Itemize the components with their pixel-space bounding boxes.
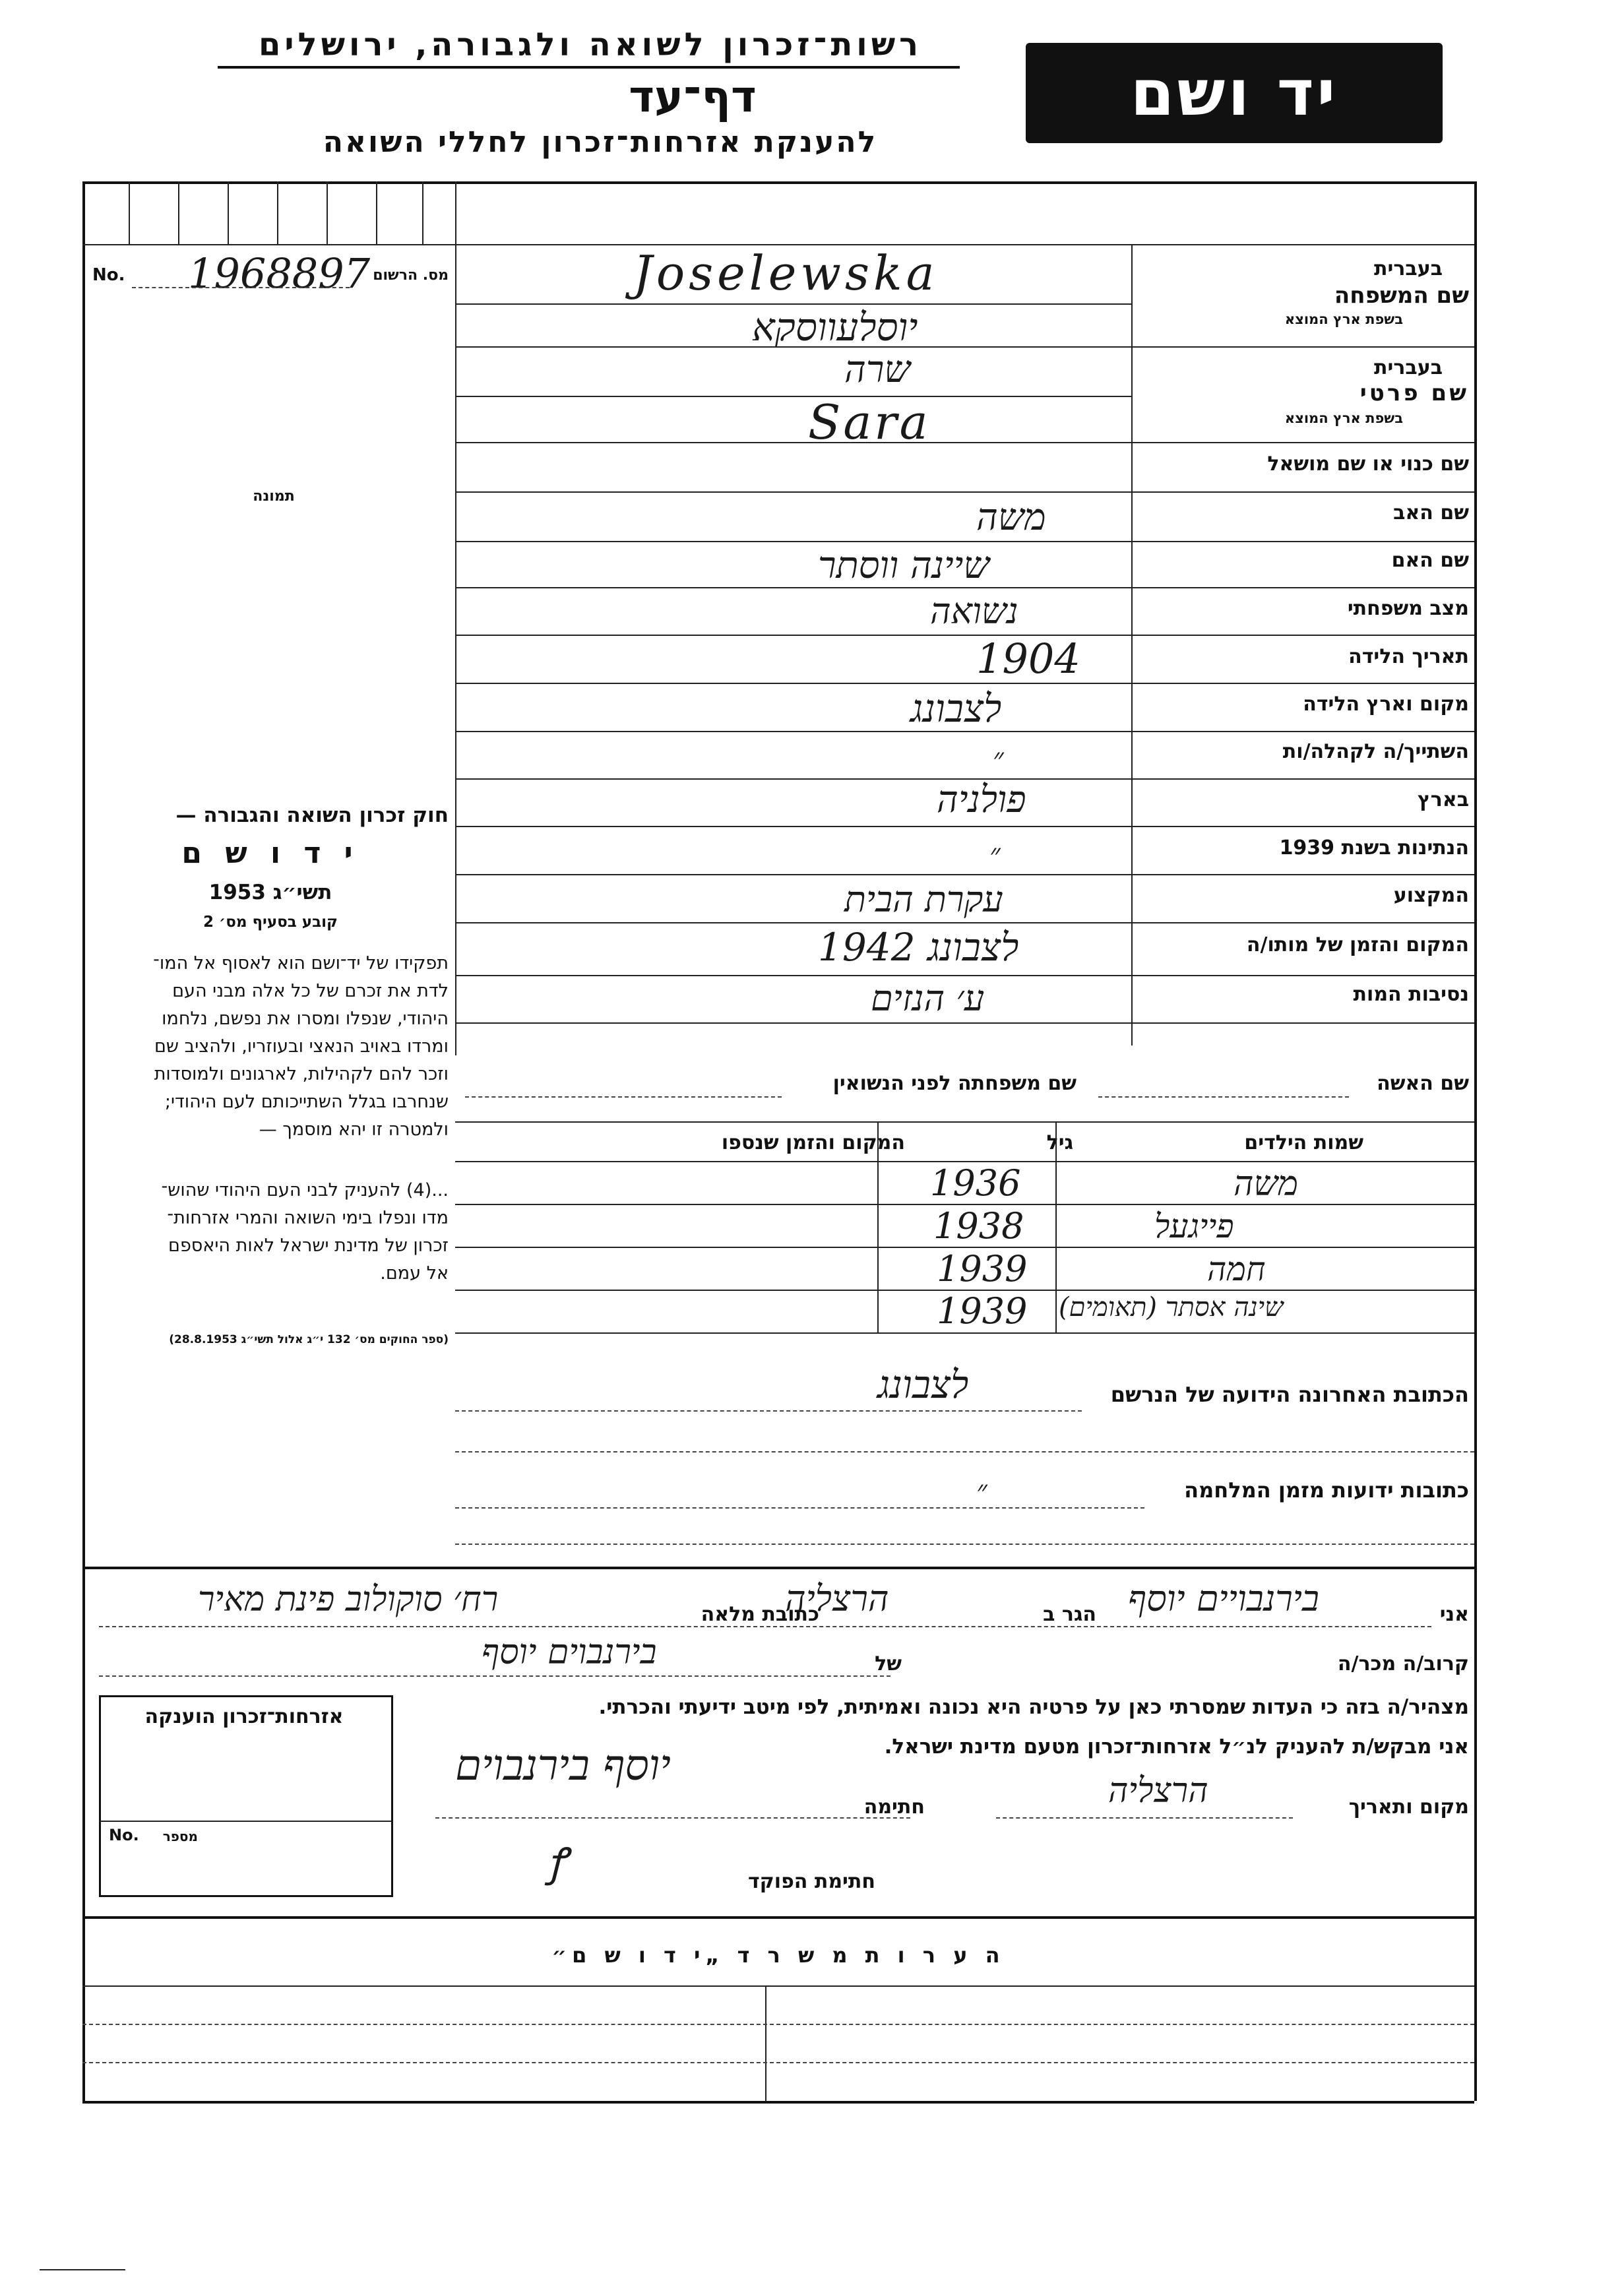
citizenship-label: הנתינות בשנת 1939 [1279,836,1469,859]
child-year[interactable]: 1936 [930,1162,1021,1204]
officer-signature-label: חתימת הפוקד [748,1870,875,1893]
birth-date-label: תאריך הלידה [1348,645,1469,668]
top-strip-divider [277,181,278,244]
row-line [455,491,1474,493]
first-name-hebrew-value[interactable]: שרה [844,348,910,391]
place-date-line [996,1817,1293,1819]
registration-number-value[interactable]: 1968897 [188,249,371,297]
top-strip-line-left [82,244,455,245]
award-box-title: אזרחות־זכרון הוענקה [144,1705,344,1728]
remarks-top [82,1916,1474,1919]
last-address-value[interactable]: לצבונג [877,1362,969,1407]
relation-value[interactable]: בירנבוים יוסף [482,1633,657,1672]
child-name[interactable]: משה [1234,1164,1299,1204]
award-box-divider [99,1821,391,1822]
family-name-latin-value[interactable]: Joselewska [633,245,939,301]
label-column-divider [1131,244,1133,1046]
bottom-mark [40,2269,125,2270]
law-text-line: היהודי, שנפלו ומסרו את נפשם, נלחמו [162,1009,449,1029]
remarks-header-line [82,1985,1474,1987]
death-circumstances-value[interactable]: ע׳ הנזים [871,978,985,1019]
law-text-line: ומרדו באויב הנאצי ובעוזריו, ולהציב שם [154,1036,449,1057]
row-line [455,683,1474,684]
children-names-header: שמות הילדים [1244,1131,1363,1154]
father-value[interactable]: משה [976,496,1046,539]
header-underline [218,66,960,69]
children-col-divider [1055,1121,1057,1332]
maiden-name-label: שם משפחתה לפני הנשואין [832,1072,1077,1095]
form-subtitle: להענקת אזרחות־זכרון לחללי השואה [323,125,878,159]
child-name[interactable]: חמה [1207,1250,1266,1288]
relation-label: קרוב/ה מכר/ה [1337,1652,1469,1675]
law-clause: קובע בסעיף מס׳ 2 [203,914,338,931]
death-place-label: המקום והזמן של מותו/ה [1246,933,1469,956]
award-number-label-he: מספר [162,1828,198,1844]
left-column-divider [455,181,456,1055]
signature-line [435,1817,910,1819]
law-text-line: תפקידו של יד־ושם הוא לאסוף אל המו־ [153,953,449,974]
child-year[interactable]: 1939 [937,1290,1028,1332]
first-name-hebrew-label: בעברית [1374,356,1443,379]
birth-place-value[interactable]: לצבונג [910,686,1002,731]
child-name[interactable]: פייגעל [1154,1207,1234,1245]
child-name[interactable]: שינה אסתר (תאומים) [1059,1292,1284,1323]
top-strip-divider [422,181,423,244]
mother-label: שם האם [1391,549,1469,572]
community-value[interactable]: ״ [993,742,1004,776]
first-name-origin-label: בשפת ארץ המוצא [1284,410,1403,426]
law-text-line: ...(4) להעניק לבני העם היהודי שהוש־ [161,1180,449,1201]
row-line [455,442,1474,443]
full-address-value[interactable]: רח׳ סוקולוב פינת מאיר [198,1580,499,1619]
country-label: בארץ [1417,788,1469,811]
registration-number-label: No. [92,265,125,285]
resident-city[interactable]: הרצליה [785,1578,889,1619]
profession-value[interactable]: עקרת הבית [844,879,1003,920]
authority-name: רשות־זכרון לשואה ולגבורה, ירושלים [258,26,923,63]
registration-number-line [132,287,350,288]
citizenship-value[interactable]: ״ [989,838,1001,871]
frame-bottom [82,2101,1474,2104]
declarant-name[interactable]: בירנבויים יוסף [1128,1578,1319,1619]
law-text-line: זכרון של מדינת ישראל לאות היאספם [168,1235,449,1256]
row-line [455,731,1474,732]
place-date-value[interactable]: הרצליה [1108,1771,1208,1811]
remarks-line [82,2062,1474,2063]
declaration-top [82,1567,1474,1569]
form-title: דף־עד [629,71,757,122]
country-value[interactable]: פולניה [937,778,1026,821]
first-name-latin-value[interactable]: Sara [808,394,931,450]
birth-place-label: מקום וארץ הלידה [1303,693,1469,716]
profession-label: המקצוע [1393,884,1469,907]
children-table-top [455,1121,1474,1123]
row-line [455,396,1131,397]
law-text-line: מדו ונפלו בימי השואה והמרי אזרחות־ [167,1208,449,1228]
address-extra-line [455,1451,1474,1452]
top-strip-divider [376,181,377,244]
frame-top [82,181,1474,184]
law-name: י ד ו ש ם [181,836,359,870]
law-text-line: אל עמם. [380,1263,449,1284]
wartime-address-label: כתובות ידועות מזמן המלחמה [1184,1478,1469,1503]
officer-signature[interactable]: ꝭ [547,1840,567,1886]
death-circumstances-label: נסיבות המות [1353,983,1469,1006]
top-strip-line [455,244,1474,245]
wartime-address-line [455,1507,1144,1509]
child-year[interactable]: 1939 [937,1248,1028,1290]
top-strip-divider [327,181,328,244]
child-year[interactable]: 1938 [933,1205,1024,1247]
declarant-signature[interactable]: יוסף בירנבוים [455,1741,671,1790]
birth-date-value[interactable]: 1904 [976,635,1080,683]
mother-value[interactable]: שיינה ווסתר [818,544,990,587]
maiden-line [465,1096,782,1098]
place-date-label: מקום ותאריך [1348,1795,1469,1819]
family-name-hebrew-label: בעברית [1374,257,1443,280]
row-line [455,826,1474,827]
last-address-label: הכתובת האחרונה הידועה של הנרשם [1110,1382,1469,1407]
law-text-line: לדת את זכרם של כל אלה מבני העם [172,981,449,1001]
row-line [455,635,1474,636]
relation-line [99,1675,890,1677]
declaration-statement-1: מצהיר/ה בזה כי העדות שמסרתי כאן על פרטיה היא נכונה ואמיתית, לפי מיטב ידיעתי והכרתי. [598,1695,1469,1719]
declarant-line [99,1626,1431,1627]
death-place-value[interactable]: לצבונג 1942 [818,925,1019,970]
row-line [455,587,1474,588]
law-text-line: שנחרבו בגלל השתייכותם לעם היהודי; [164,1092,449,1112]
law-year: תשי״ג 1953 [208,881,332,904]
remarks-title: ה ע ר ו ת מ ש ר ד „י ד ו ש ם״ [551,1943,1005,1968]
children-row-line [455,1332,1474,1334]
first-name-label: שם פרטי [1359,380,1469,406]
children-age-header: גיל [1046,1131,1073,1154]
row-line [455,922,1474,923]
family-name-label: שם המשפחה [1334,282,1469,309]
yad-vashem-logo: יד ושם [1026,43,1443,143]
row-line [455,346,1474,348]
nickname-label: שם כנוי או שם מושאל [1267,453,1469,476]
law-text-line: ולמטרה זו יהא מוסמך — [259,1119,449,1140]
top-strip-divider [129,181,130,244]
law-reference: (ספר החוקים מס׳ 132 י״ג אלול תשי״ג 28.8.1953) [169,1333,449,1346]
remarks-col-divider [765,1985,766,2101]
frame-left [82,181,85,2101]
photo-label: תמונה [253,488,295,505]
declarant-i-label: אני [1439,1603,1469,1626]
wife-line [1098,1096,1349,1098]
law-text-line: וזכר להם לקהילות, לארגונים ולמוסדות [154,1064,449,1084]
wife-label: שם האשה [1377,1072,1469,1095]
community-label: השתייך/ה לקהלה/ות [1282,740,1469,763]
marital-status-value[interactable]: נשואה [930,590,1018,632]
resident-label: הגר ב [1043,1603,1096,1626]
last-address-line [455,1410,1082,1412]
top-strip-divider [178,181,179,244]
relation-of-label: של [875,1652,902,1675]
family-name-hebrew-value[interactable]: יוסלעווסקא [752,305,918,350]
wartime-extra-line [455,1544,1474,1545]
children-col-divider [877,1121,879,1332]
marital-status-label: מצב משפחתי [1347,597,1469,620]
frame-right [1474,181,1477,2101]
row-line [455,874,1474,875]
row-line [455,1022,1474,1024]
row-line [455,975,1474,976]
law-title: חוק זכרון השואה והגבורה — [175,803,449,827]
full-address-label: כתובת מלאה [701,1603,819,1626]
row-line [455,541,1474,542]
wartime-address-value[interactable]: ״ [976,1474,987,1508]
registration-number-label-he: מס. הרשום [373,267,449,284]
declaration-statement-2: אני מבקש/ת להעניק לנ״ל אזרחות־זכרון מטעם מדינת ישראל. [884,1735,1469,1759]
award-number-label: No. [109,1826,139,1844]
signature-label: חתימה [863,1795,925,1819]
father-label: שם האב [1393,501,1469,524]
remarks-line [82,2024,1474,2025]
family-name-origin-label: בשפת ארץ המוצא [1284,311,1403,327]
children-place-header: המקום והזמן שנספו [721,1131,905,1154]
top-strip-divider [228,181,229,244]
